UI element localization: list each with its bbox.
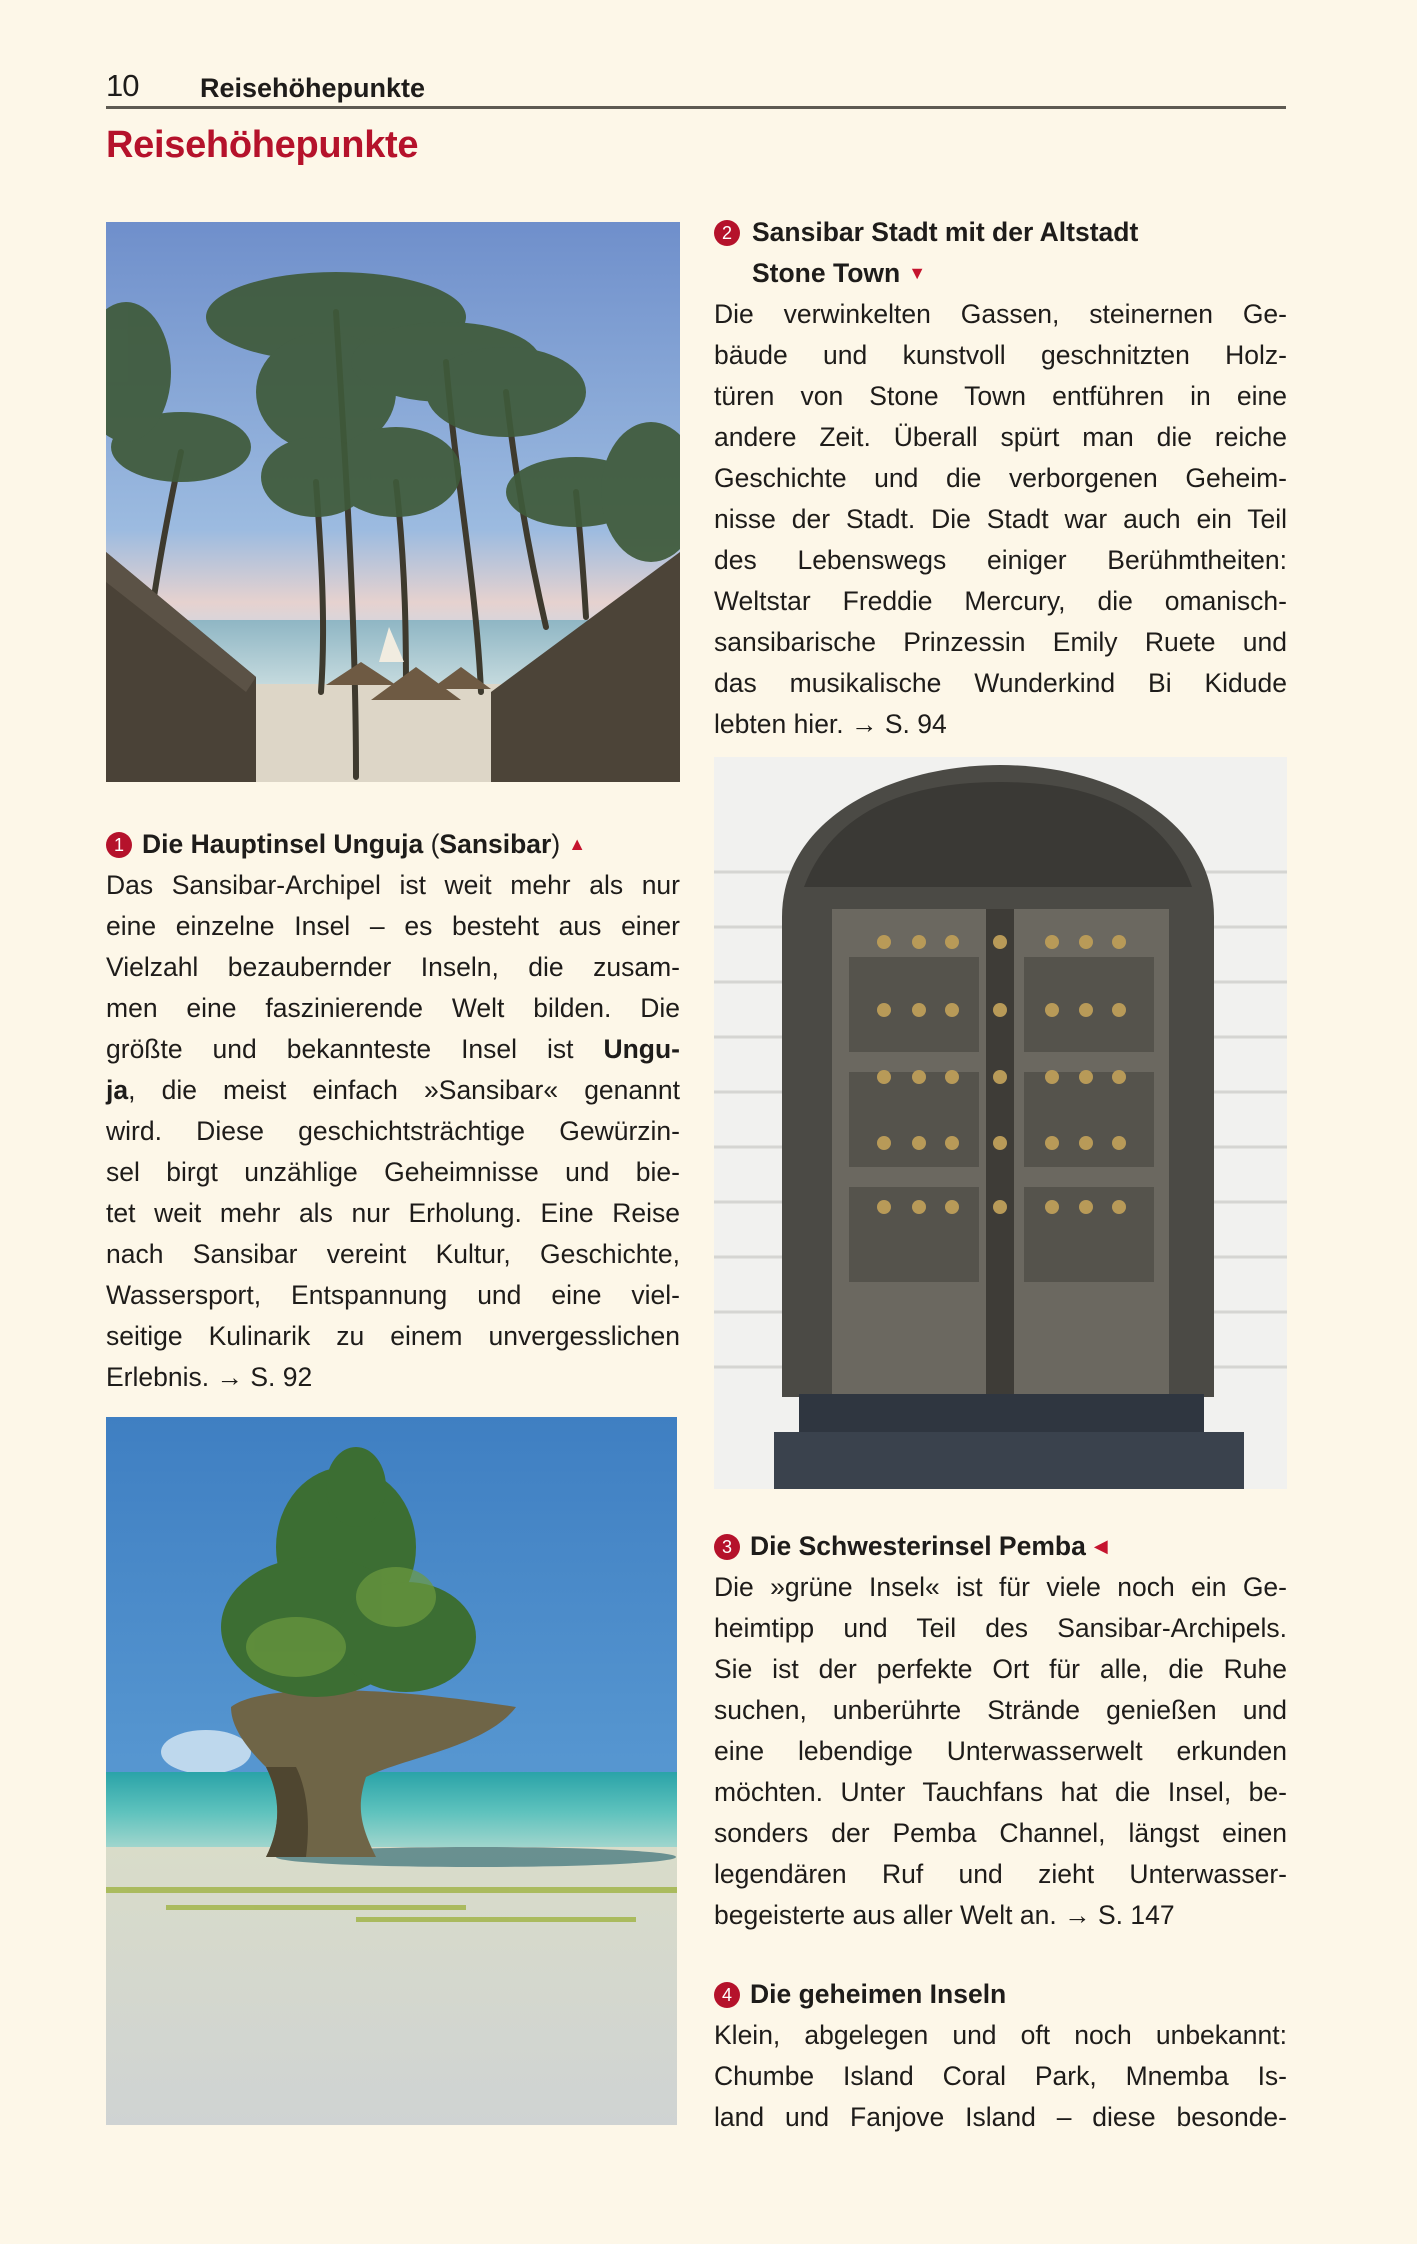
entry-4-title-text: Die geheimen Inseln	[750, 1979, 1007, 2009]
body-line: eine lebendige Unterwasserwelt erkunden	[714, 1736, 1287, 1766]
body-line: Sie ist der perfekte Ort für alle, die Ruhe	[714, 1654, 1287, 1684]
entry-3-body	[714, 1567, 1287, 1936]
body-line: seitige Kulinarik zu einem unvergesslichen	[106, 1321, 680, 1351]
body-line: des Lebenswegs einiger Berühmtheiten:	[714, 545, 1287, 575]
body-line: Klein, abgelegen und oft noch unbekannt:	[714, 2020, 1287, 2050]
entry-4-title	[714, 1974, 1287, 2015]
entry-4-body	[714, 2015, 1287, 2138]
bold-term: ja	[106, 1075, 129, 1105]
running-head	[106, 68, 1286, 109]
triangle-left-icon: ◀	[1093, 1536, 1108, 1556]
carved-door-photo	[714, 757, 1287, 1489]
entry-2-title	[714, 212, 1287, 294]
body-line: türen von Stone Town entführen in eine	[714, 381, 1287, 411]
body-line: Vielzahl bezaubernder Inseln, die zusam-	[106, 952, 680, 982]
body-line: Geschichte und die verborgenen Geheim-	[714, 463, 1287, 493]
entry-1-paren-close: )	[551, 829, 561, 859]
body-line: sansibarische Prinzessin Emily Ruete und	[714, 627, 1287, 657]
entry-number-badge: 2	[714, 220, 740, 246]
triangle-down-icon: ▼	[908, 263, 927, 283]
body-line: bäude und kunstvoll geschnitzten Holz-	[714, 340, 1287, 370]
running-title: Reisehöhepunkte	[200, 73, 426, 103]
entry-1-paren-open: (	[430, 829, 440, 859]
body-line: möchten. Unter Tauchfans hat die Insel, be-	[714, 1777, 1287, 1807]
body-line: größte und bekannteste Insel ist Ungu-	[106, 1034, 680, 1064]
bold-term: Ungu-	[603, 1034, 680, 1064]
body-line: tet weit mehr als nur Erholung. Eine Reise	[106, 1198, 680, 1228]
body-line: wird. Diese geschichtsträchtige Gewürzin-	[106, 1116, 680, 1146]
body-line: Wassersport, Entspannung und eine viel-	[106, 1280, 680, 1310]
entry-number-badge: 1	[106, 832, 132, 858]
page-number: 10	[106, 68, 139, 103]
body-line: men eine faszinierende Welt bilden. Die	[106, 993, 680, 1023]
entry-2-title-line2: Stone Town	[752, 258, 901, 288]
body-line: Die »grüne Insel« ist für viele noch ein Ge-	[714, 1572, 1287, 1602]
body-line: Das Sansibar-Archipel ist weit mehr als nur	[106, 870, 680, 900]
body-line: sel birgt unzählige Geheimnisse und bie-	[106, 1157, 680, 1187]
entry-2-title-line1: Sansibar Stadt mit der Altstadt	[752, 217, 1139, 247]
body-line: eine einzelne Insel – es besteht aus einer	[106, 911, 680, 941]
highlight-entry-3	[714, 1526, 1287, 1936]
entry-3-title-text: Die Schwesterinsel Pemba	[750, 1531, 1086, 1561]
body-line: begeisterte aus aller Welt an. → S. 147	[714, 1900, 1175, 1930]
body-line: Chumbe Island Coral Park, Mnemba Is-	[714, 2061, 1287, 2091]
triangle-up-icon: ▲	[568, 834, 587, 854]
body-line: land und Fanjove Island – diese besonde-	[714, 2102, 1287, 2132]
body-line: ja, die meist einfach »Sansibar« genannt	[106, 1075, 680, 1105]
body-line: Die verwinkelten Gassen, steinernen Ge-	[714, 299, 1287, 329]
highlight-entry-1	[106, 824, 680, 1398]
palm-beach-photo	[106, 222, 680, 782]
body-line: andere Zeit. Überall spürt man die reiche	[714, 422, 1287, 452]
body-line: suchen, unberührte Strände genießen und	[714, 1695, 1287, 1725]
highlight-entry-2	[714, 212, 1287, 745]
body-line: lebten hier. → S. 94	[714, 709, 947, 739]
entry-3-title	[714, 1526, 1287, 1567]
body-line: das musikalische Wunderkind Bi Kidude	[714, 668, 1287, 698]
body-line: sonders der Pemba Channel, längst einen	[714, 1818, 1287, 1848]
entry-number-badge: 3	[714, 1534, 740, 1560]
body-line: Weltstar Freddie Mercury, die omanisch-	[714, 586, 1287, 616]
highlight-entry-4	[714, 1974, 1287, 2138]
mushroom-rock-photo	[106, 1417, 677, 2125]
chapter-title: Reisehöhepunkte	[106, 124, 419, 166]
entry-1-title-alt: Sansibar	[439, 829, 552, 859]
body-line: legendären Ruf und zieht Unterwasser-	[714, 1859, 1287, 1889]
entry-number-badge: 4	[714, 1982, 740, 2008]
entry-1-title-main: Die Hauptinsel Unguja	[142, 829, 431, 859]
entry-1-body	[106, 865, 680, 1398]
body-line: nisse der Stadt. Die Stadt war auch ein Teil	[714, 504, 1287, 534]
entry-2-body	[714, 294, 1287, 745]
body-line: nach Sansibar vereint Kultur, Geschichte,	[106, 1239, 680, 1269]
body-line: Erlebnis. → S. 92	[106, 1362, 313, 1392]
entry-1-title	[106, 824, 680, 865]
body-line: heimtipp und Teil des Sansibar-Archipels.	[714, 1613, 1287, 1643]
